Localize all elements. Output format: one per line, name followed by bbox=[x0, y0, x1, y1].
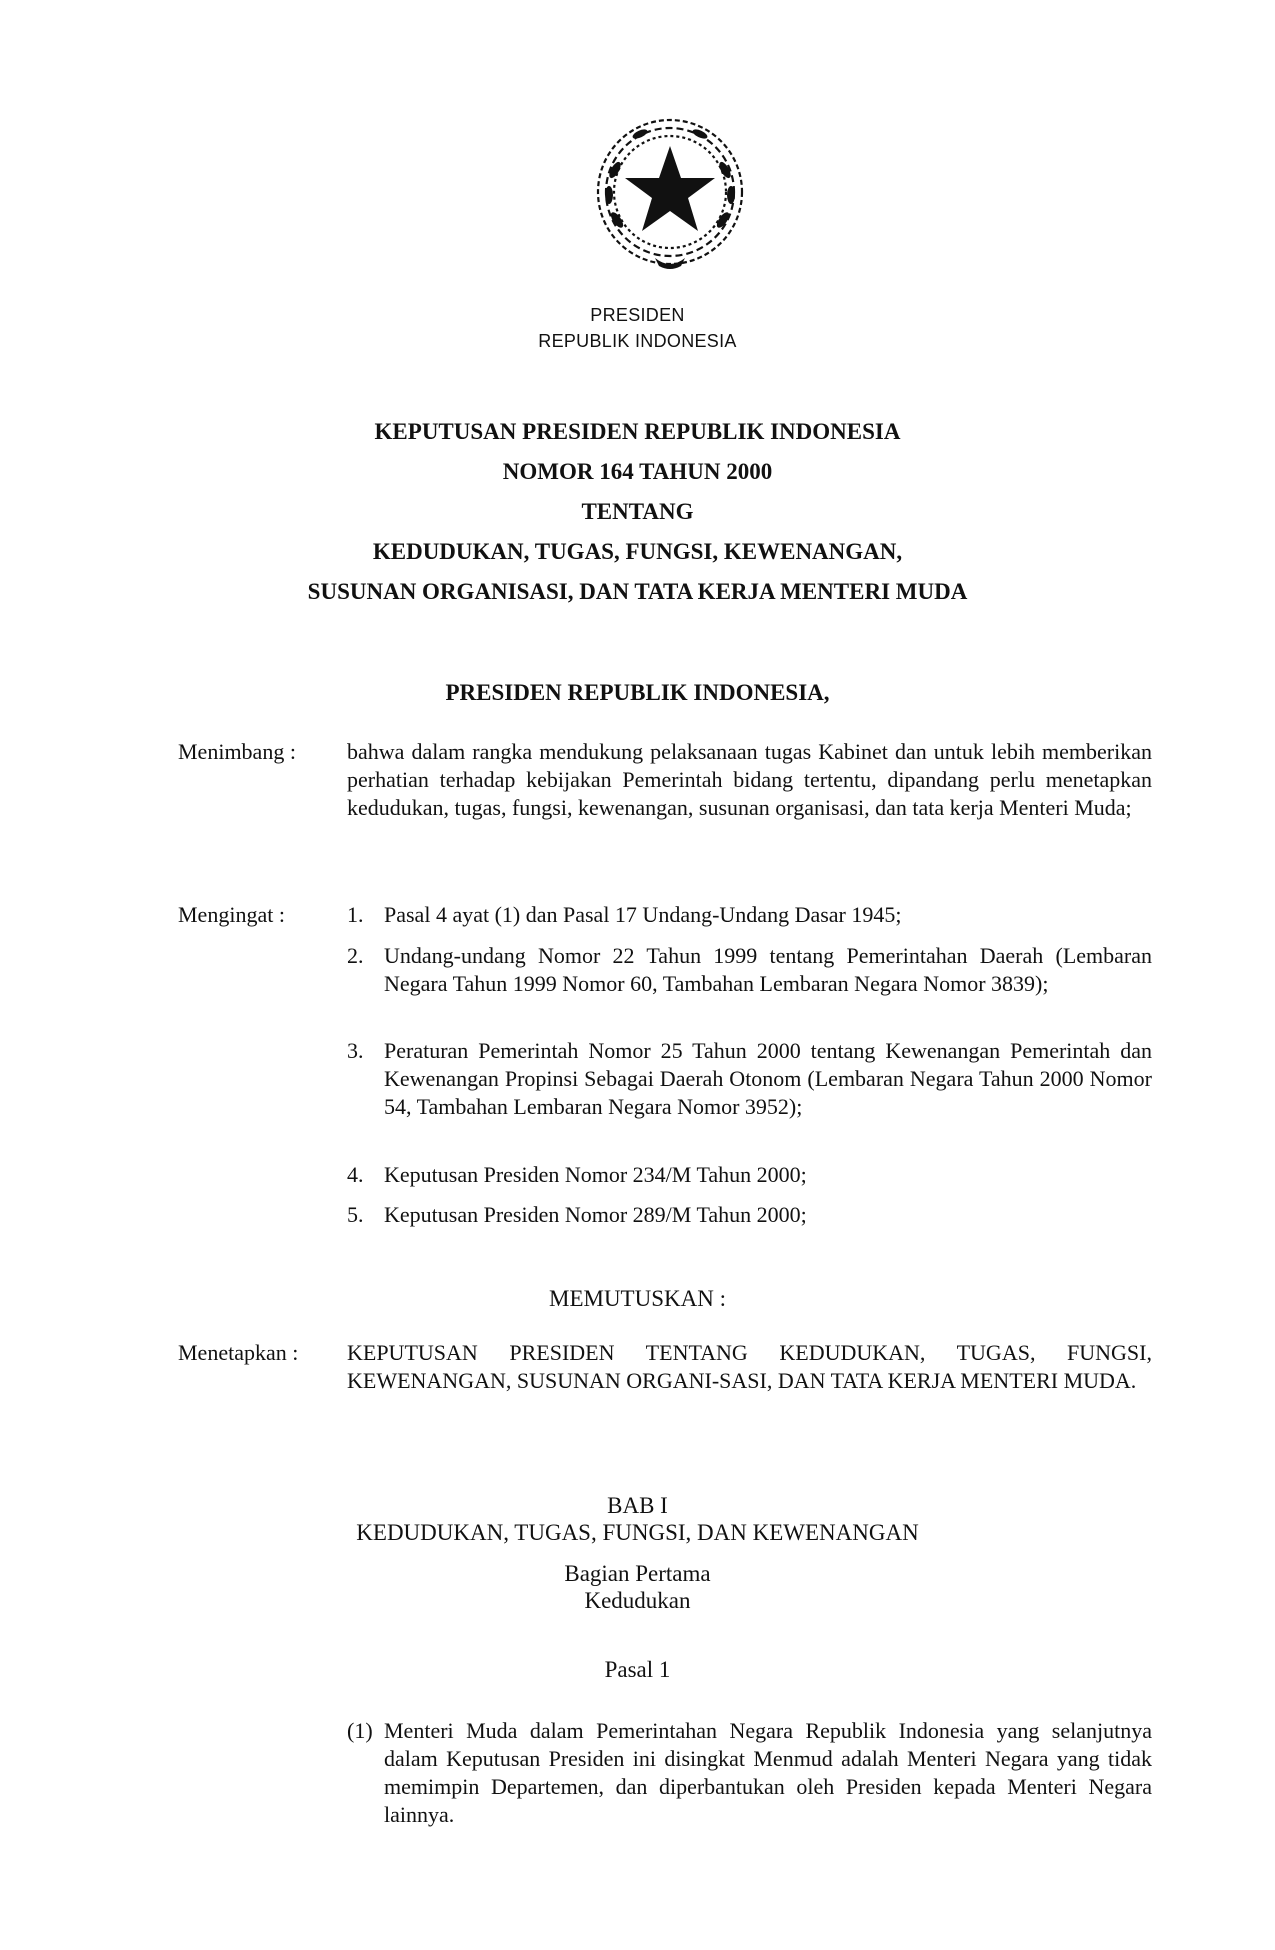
bagian-title: Kedudukan bbox=[584, 1588, 691, 1613]
memutuskan-heading: MEMUTUSKAN : bbox=[549, 1286, 726, 1311]
decree-subject-line-2: SUSUNAN ORGANISASI, DAN TATA KERJA MENTERI MUDA bbox=[307, 579, 968, 604]
list-item: Peraturan Pemerintah Nomor 25 Tahun 2000 tentang Kewenangan Pemerintah dan Kewenangan Propinsi Sebagai Daerah Otonom (Lembaran Negara Tahun 2000 Nomor 54, Tambahan Lembaran Negara Nomor 3952); bbox=[384, 1038, 1152, 1119]
list-item: Undang-undang Nomor 22 Tahun 1999 tentang Pemerintahan Daerah (Lembaran Negara Tahun 1999 Nomor 60, Tambahan Lembaran Negara Nomor 3839); bbox=[384, 943, 1152, 996]
bab-title: KEDUDUKAN, TUGAS, FUNGSI, DAN KEWENANGAN bbox=[356, 1520, 919, 1545]
list-item-number: 5. bbox=[347, 1202, 364, 1227]
decree-title: KEPUTUSAN PRESIDEN REPUBLIK INDONESIA bbox=[374, 419, 901, 444]
presidential-emblem bbox=[585, 110, 755, 280]
star-wreath-icon bbox=[585, 110, 755, 280]
ayat-number: (1) bbox=[347, 1718, 373, 1743]
list-item: Keputusan Presiden Nomor 289/M Tahun 2000; bbox=[384, 1202, 807, 1227]
mengingat-label: Mengingat : bbox=[178, 902, 285, 927]
decree-subject-line-1: KEDUDUKAN, TUGAS, FUNGSI, KEWENANGAN, bbox=[372, 539, 903, 564]
decree-number: NOMOR 164 TAHUN 2000 bbox=[502, 459, 773, 484]
menetapkan-text: KEPUTUSAN PRESIDEN TENTANG KEDUDUKAN, TUGAS, FUNGSI, KEWENANGAN, SUSUNAN ORGANI-SASI, DAN TATA KERJA MENTERI MUDA. bbox=[347, 1340, 1152, 1393]
institution-line-1: PRESIDEN bbox=[590, 305, 685, 325]
bab-number: BAB I bbox=[607, 1493, 668, 1518]
list-item-number: 1. bbox=[347, 902, 364, 927]
menimbang-text: bahwa dalam rangka mendukung pelaksanaan tugas Kabinet dan untuk lebih memberikan perhatian terhadap kebijakan Pemerintah bidang tertentu, dipandang perlu menetapkan kedudukan, tugas, fungsi, kewenangan, susunan organisasi, dan tata kerja Menteri Muda; bbox=[347, 739, 1152, 820]
list-item: Pasal 4 ayat (1) dan Pasal 17 Undang-Undang Dasar 1945; bbox=[384, 902, 902, 927]
ayat-text: Menteri Muda dalam Pemerintahan Negara Republik Indonesia yang selanjutnya dalam Keputusan Presiden ini disingkat Menmud adalah Menteri Negara yang tidak memimpin Departemen, dan diperbantukan oleh Presiden kepada Menteri Negara lainnya. bbox=[384, 1718, 1152, 1827]
list-item-number: 2. bbox=[347, 943, 364, 968]
list-item-number: 3. bbox=[347, 1038, 364, 1063]
institution-line-2: REPUBLIK INDONESIA bbox=[538, 331, 737, 351]
bagian-heading: Bagian Pertama bbox=[564, 1561, 711, 1586]
menimbang-label: Menimbang : bbox=[178, 739, 296, 764]
menetapkan-label: Menetapkan : bbox=[178, 1340, 299, 1365]
decree-tentang: TENTANG bbox=[581, 499, 694, 524]
pasal-heading: Pasal 1 bbox=[604, 1657, 671, 1682]
list-item: Keputusan Presiden Nomor 234/M Tahun 2000; bbox=[384, 1162, 807, 1187]
list-item-number: 4. bbox=[347, 1162, 364, 1187]
issuer-heading: PRESIDEN REPUBLIK INDONESIA, bbox=[445, 680, 830, 705]
